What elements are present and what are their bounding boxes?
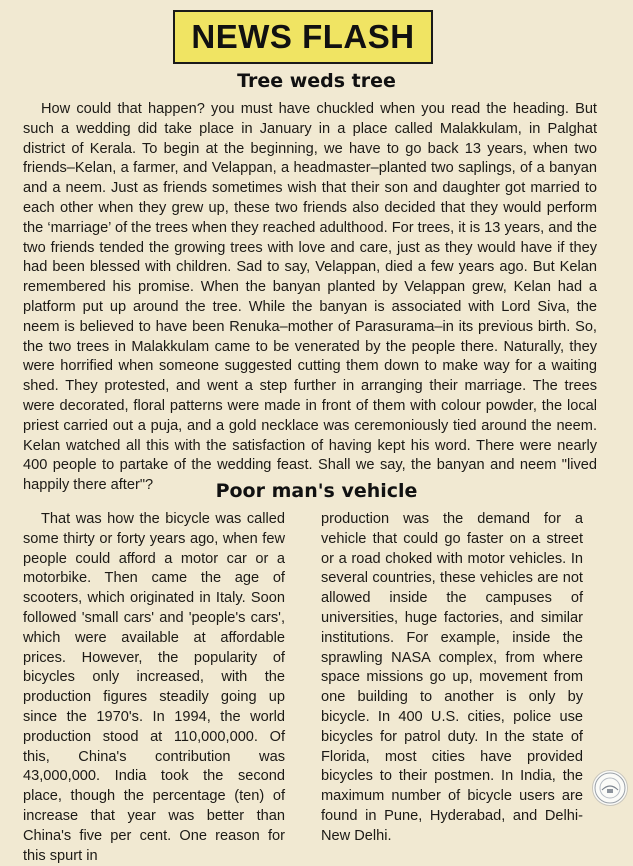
article-headline-poor-mans-vehicle: Poor man's vehicle	[215, 480, 418, 502]
banner-title: NEWS FLASH	[191, 18, 415, 55]
article-headline-tree-weds-tree: Tree weds tree	[237, 70, 396, 92]
article-column-left: That was how the bicycle was called some thirty or forty years ago, when few people could afford a motor car or a motorbike. Then came the age of scooters, which originated in Italy. Soon followed 'small cars' and 'people's cars', which were available at affordable prices. However, the popularity of bicycles only increased, with the production figures steadily going up since the 1970's. In 1994, the world production stood at 110,000,000. Of this, China's contribution was 43,000,000. India took the second place, though the percentage (ten) of increase that year was better than China's five per cent. One reason for this spurt in	[23, 511, 285, 864]
article-column-right: production was the demand for a vehicle that could go faster on a street or a road choked with motor vehicles. In several countries, these vehicles are not allowed inside the campuses of universities, huge factories, and similar institutions. For example, inside the sprawling NASA complex, from where space missions go up, movement from one building to another is only by bicycle. In 400 U.S. cities, police use bicycles for patrol duty. In the state of Florida, most cities have provided bicycles to their postmen. In India, the maximum number of bicycle users are found in Pune, Hyderabad, and Delhi-New Delhi.	[321, 511, 583, 844]
library-logo-icon	[592, 770, 628, 806]
article-body-tree-weds-tree: How could that happen? you must have chuckled when you read the heading. But such a wedding did take place in January in a place called Malakkulam, in Palghat district of Kerala. To begin at the beginning, we have to go back 13 years, when two friends–Kelan, a farmer, and Velappan, a headmaster–planted two saplings, of a banyan and a neem. Just as friends sometimes wish that their son and daughter got married to each other when they grew up, these two friends also decided that they would perform the ‘marriage’ of the trees when they reached adulthood. For trees, it is 13 years, and the two friends tended the growing trees with love and care, just as they would have if they had been blessed with children. Sad to say, Velappan, died a few years ago. But Kelan remembered his promise. When the banyan planted by Velappan grew, Kelan had a platform put up around the tree. While the banyan is associated with Lord Siva, the neem is believed to have been Renuka–mother of Parasurama–in its previous birth. So, the two trees in Malakkulam came to be venerated by the people there. Naturally, they were horrified when someone suggested cutting them down to make way for a waiting shed. They protested, and went a step further in arranging their marriage. The trees were decorated, floral patterns were made in front of them with colour powder, the local priest carried out a puja, and a gold necklace was ceremoniously tied around the neem. Kelan watched all this with the satisfaction of having kept his word. There were nearly 400 people to partake of the wedding feast. Shall we say, the banyan and neem "lived happily there after"?	[23, 101, 597, 494]
news-flash-banner	[173, 10, 433, 64]
